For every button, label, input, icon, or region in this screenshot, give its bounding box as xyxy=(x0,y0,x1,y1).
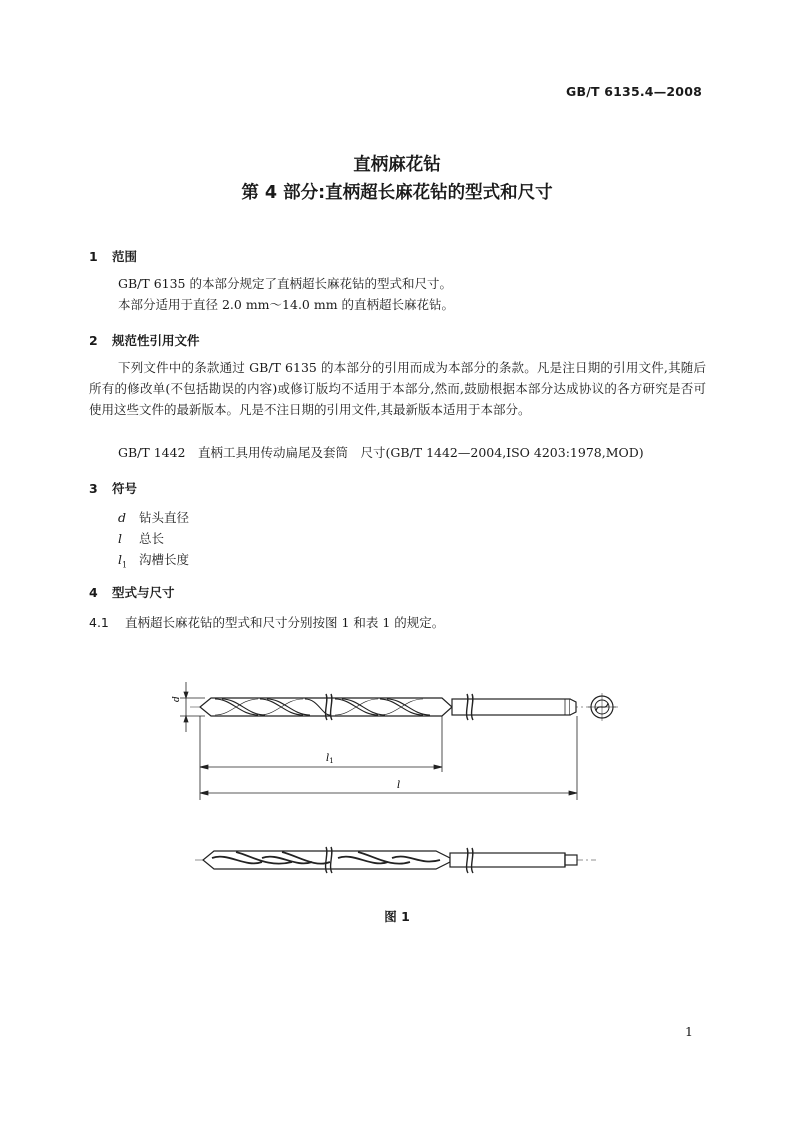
symbol-desc: 钻头直径 xyxy=(139,510,190,525)
standard-number: GB/T 6135.4—2008 xyxy=(566,84,702,99)
section-title: 符号 xyxy=(112,481,138,496)
section-number: 3 xyxy=(89,481,98,496)
dimension-d-label: d xyxy=(172,696,182,702)
section-number: 4 xyxy=(89,585,98,600)
page-number: 1 xyxy=(685,1024,693,1039)
clause-number: 4.1 xyxy=(89,615,109,630)
document-title: 直柄麻花钻 xyxy=(353,155,441,175)
dimension-l-label: l xyxy=(397,780,401,791)
dimension-l1-label: $l_1$ xyxy=(326,753,334,765)
normative-paragraph-text: 下列文件中的条款通过 GB/T 6135 的本部分的引用而成为本部分的条款。凡是注日期的引用文件,其随后所有的修改单(不包括勘误的内容)或修订版均不适用于本部分,然而,鼓励根据本部分达成协议的各方研究是否可使用这些文件的最新版本。凡是不注日期的引用文件,其最新版本适用于本部分。 xyxy=(89,360,706,417)
document-subtitle: 第 4 部分:直柄超长麻花钻的型式和尺寸 xyxy=(241,183,553,203)
figure-caption: 图 1 xyxy=(384,909,410,924)
symbol-desc: 沟槽长度 xyxy=(139,552,190,567)
section-title: 范围 xyxy=(112,249,138,264)
section-number: 2 xyxy=(89,333,98,348)
dimension-l1 xyxy=(200,716,442,800)
section-number: 1 xyxy=(89,249,98,264)
symbol: l xyxy=(118,531,122,546)
section-title: 规范性引用文件 xyxy=(112,333,200,348)
dimension-l xyxy=(200,716,577,800)
symbol-l1: $l_1$ xyxy=(118,552,128,570)
drill-top-view xyxy=(195,847,596,873)
scope-paragraph-1: GB/T 6135 的本部分规定了直柄超长麻花钻的型式和尺寸。 xyxy=(118,276,452,291)
symbol: d xyxy=(118,510,127,525)
normative-reference: GB/T 1442 直柄工具用传动扁尾及套筒 尺寸(GB/T 1442—2004,ISO 4203:1978,MOD) xyxy=(118,445,644,460)
symbol-desc: 总长 xyxy=(139,531,165,546)
scope-paragraph-2: 本部分适用于直径 2.0 mm～14.0 mm 的直柄超长麻花钻。 xyxy=(118,297,455,312)
clause-text: 直柄超长麻花钻的型式和尺寸分别按图 1 和表 1 的规定。 xyxy=(125,615,445,630)
drill-side-view xyxy=(190,693,618,721)
section-title: 型式与尺寸 xyxy=(112,585,175,600)
